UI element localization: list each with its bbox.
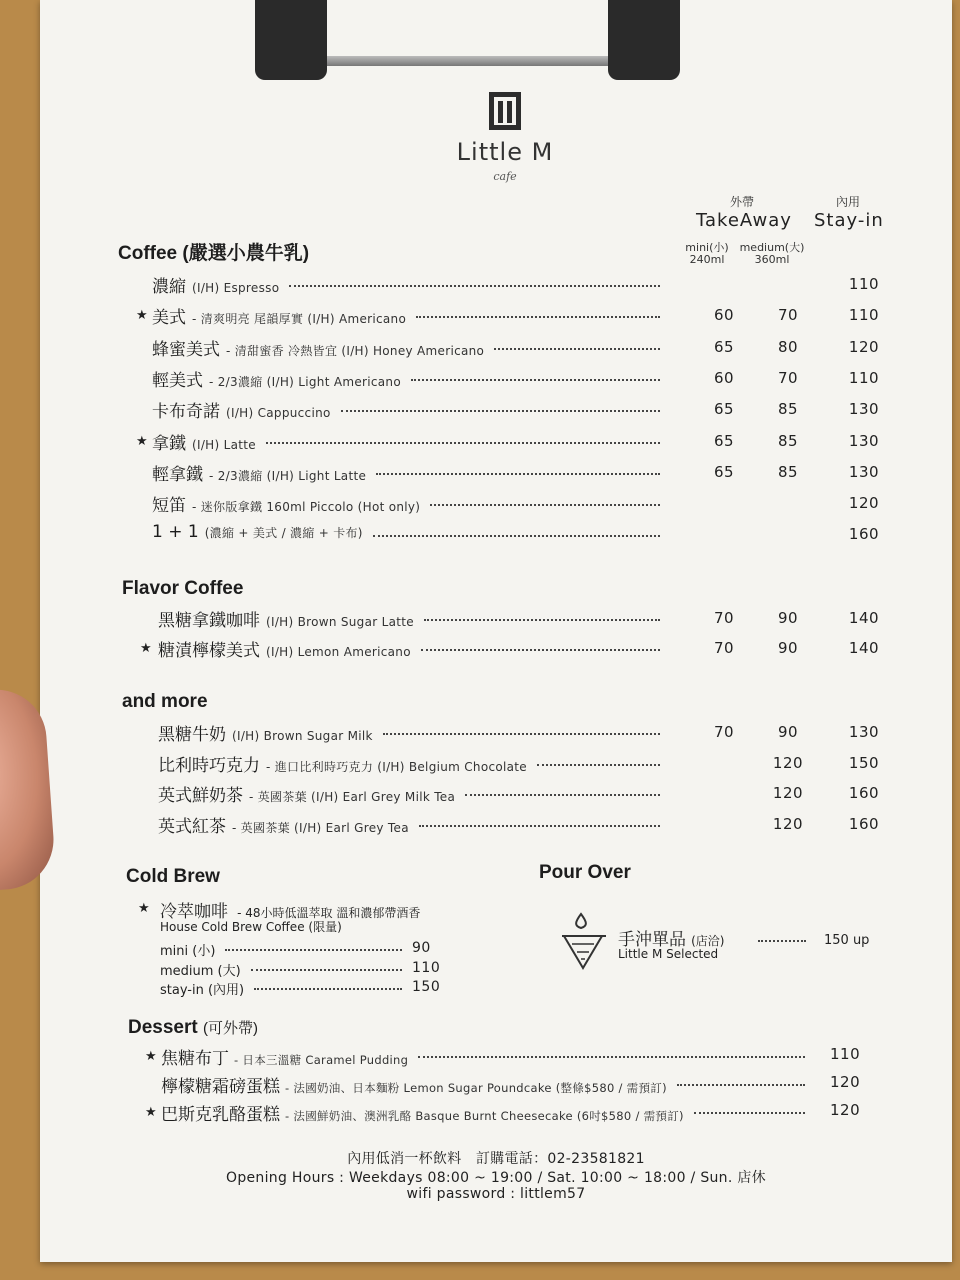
- item-label: [158, 720, 373, 745]
- item-label: [152, 272, 279, 297]
- item-desc: (I/H) Espresso: [192, 281, 280, 295]
- footer-min-order: 內用低消一杯飲料 訂購電話：02-23581821: [347, 1151, 645, 1167]
- item-name: 短笛: [152, 496, 186, 516]
- price-stay-in: 160: [848, 525, 880, 543]
- price: 110: [412, 960, 441, 976]
- item-desc: (I/H) Lemon Americano: [266, 645, 411, 659]
- price-medium: 120: [772, 754, 804, 772]
- leader-dots: [465, 794, 660, 796]
- cold-brew-name: 冷萃咖啡: [160, 902, 228, 922]
- item-name: 輕拿鐵: [152, 465, 203, 485]
- menu-row: [40, 812, 952, 838]
- signature-star-icon: ★: [136, 308, 148, 323]
- leader-dots: [677, 1084, 805, 1086]
- clipboard-clip-left: [255, 0, 327, 80]
- signature-star-icon: ★: [145, 1049, 157, 1064]
- item-name: 英式鮮奶茶: [158, 786, 243, 806]
- item-label: [161, 1100, 684, 1125]
- item-name: 比利時巧克力: [158, 756, 260, 776]
- item-desc: - 2/3濃縮 (I/H) Light Americano: [209, 375, 401, 389]
- pour-over-en: Little M Selected: [618, 947, 719, 961]
- price: 110: [830, 1045, 861, 1063]
- price-mini: 60: [713, 369, 735, 387]
- price-stay-in: 120: [848, 494, 880, 512]
- leader-dots: [418, 1056, 805, 1058]
- price-medium: 120: [772, 815, 804, 833]
- item-desc: (I/H) Brown Sugar Milk: [232, 729, 373, 743]
- price-stay-in: 160: [848, 815, 880, 833]
- item-name: 英式紅茶: [158, 817, 226, 837]
- item-label: [158, 636, 411, 661]
- price-stay-in: 130: [848, 723, 880, 741]
- medium-header: [736, 242, 808, 266]
- item-desc: (I/H) Cappuccino: [226, 406, 331, 420]
- footer-wifi: wifi password : littlem57: [406, 1186, 586, 1202]
- item-label: [152, 397, 331, 422]
- item-name: 檸檬糖霜磅蛋糕: [161, 1077, 280, 1097]
- price-mini: 65: [713, 338, 735, 356]
- menu-row: [40, 335, 952, 361]
- section-pour-over: Pour Over: [539, 862, 631, 883]
- price-medium: 90: [777, 639, 799, 657]
- leader-dots: [494, 348, 660, 350]
- item-label: [158, 781, 455, 806]
- item-label: [161, 1044, 408, 1069]
- item-name: 黑糖牛奶: [158, 725, 226, 745]
- cold-brew-size-row: [40, 979, 500, 1005]
- signature-star-icon: ★: [140, 641, 152, 656]
- section-more: and more: [122, 691, 208, 712]
- price-mini: 70: [713, 723, 735, 741]
- dessert-row: [40, 1044, 952, 1070]
- menu-row: [40, 366, 952, 392]
- mini-header: [678, 242, 736, 266]
- clipboard-wire: [320, 56, 620, 66]
- item-name: 糖漬檸檬美式: [158, 641, 260, 661]
- pour-over-note: (店洽): [691, 934, 725, 948]
- item-name: 1 + 1: [152, 522, 199, 542]
- item-name: 巴斯克乳酪蛋糕: [161, 1105, 280, 1125]
- signature-star-icon: ★: [136, 434, 148, 449]
- cold-brew-en: House Cold Brew Coffee (限量): [160, 920, 342, 934]
- item-label: [158, 751, 527, 776]
- item-desc: - 法國奶油、日本麵粉 Lemon Sugar Poundcake (整條$580 / 需預訂): [285, 1081, 667, 1095]
- stayin-zh: 內用: [836, 195, 861, 209]
- pour-over-dots: [758, 940, 806, 942]
- leader-dots: [430, 504, 660, 506]
- price-medium: 90: [777, 609, 799, 627]
- section-flavor: Flavor Coffee: [122, 578, 244, 599]
- menu-row: [40, 397, 952, 423]
- leader-dots: [225, 949, 402, 951]
- price-stay-in: 140: [848, 639, 880, 657]
- price-mini: 65: [713, 400, 735, 418]
- brand-name: Little M: [456, 138, 554, 166]
- item-name: 蜂蜜美式: [152, 340, 220, 360]
- leader-dots: [376, 473, 660, 475]
- takeaway-zh: 外帶: [730, 195, 755, 209]
- item-desc: (濃縮 + 美式 / 濃縮 + 卡布): [204, 526, 363, 540]
- price-medium: 85: [777, 400, 799, 418]
- item-desc: - 法國鮮奶油、澳洲乳酪 Basque Burnt Cheesecake (6吋$580 / 需預訂): [285, 1109, 684, 1123]
- price-stay-in: 150: [848, 754, 880, 772]
- price-stay-in: 110: [848, 306, 880, 324]
- dessert-note: (可外帶): [203, 1020, 258, 1037]
- section-dessert: [128, 1017, 258, 1039]
- price-stay-in: 130: [848, 463, 880, 481]
- item-desc: - 進口比利時巧克力 (I/H) Belgium Chocolate: [266, 760, 527, 774]
- dessert-row: [40, 1072, 952, 1098]
- size-label: mini (小): [160, 944, 216, 959]
- price: 150: [412, 979, 441, 995]
- leader-dots: [419, 825, 660, 827]
- price: 120: [830, 1101, 861, 1119]
- item-name: 卡布奇諾: [152, 402, 220, 422]
- price-medium: 120: [772, 784, 804, 802]
- leader-dots: [266, 442, 660, 444]
- section-cold-brew: Cold Brew: [126, 866, 220, 887]
- leader-dots: [383, 733, 660, 735]
- item-label: [152, 522, 363, 542]
- price-mini: 65: [713, 432, 735, 450]
- price-medium: 85: [777, 463, 799, 481]
- price-mini: 70: [713, 639, 735, 657]
- item-label: [161, 1072, 667, 1097]
- price-stay-in: 130: [848, 432, 880, 450]
- menu-row: [40, 272, 952, 298]
- price-mini: 70: [713, 609, 735, 627]
- item-label: [152, 335, 484, 360]
- leader-dots: [416, 316, 660, 318]
- menu-row: [40, 720, 952, 746]
- leader-dots: [341, 410, 660, 412]
- item-desc: - 英國茶葉 (I/H) Earl Grey Tea: [232, 821, 409, 835]
- footer-hours: Opening Hours : Weekdays 08:00 ~ 19:00 / Sat. 10:00 ~ 18:00 / Sun. 店休: [226, 1170, 766, 1186]
- item-name: 焦糖布丁: [161, 1049, 229, 1069]
- leader-dots: [694, 1112, 805, 1114]
- item-desc: - 日本三溫糖 Caramel Pudding: [234, 1053, 409, 1067]
- item-desc: - 清爽明亮 尾韻厚實 (I/H) Americano: [192, 312, 407, 326]
- item-name: 黑糖拿鐵咖啡: [158, 611, 260, 631]
- logo-icon: [489, 92, 521, 130]
- item-desc: - 清甜蜜香 冷熱皆宜 (I/H) Honey Americano: [226, 344, 485, 358]
- item-desc: (I/H) Latte: [192, 438, 256, 452]
- cold-brew-star: ★: [138, 901, 150, 916]
- dessert-row: [40, 1100, 952, 1126]
- mini-volume: 240ml: [689, 253, 725, 266]
- dessert-title: Dessert: [128, 1017, 198, 1038]
- price-stay-in: 160: [848, 784, 880, 802]
- item-desc: - 迷你版拿鐵 160ml Piccolo (Hot only): [192, 500, 421, 514]
- clipboard-clip-right: [608, 0, 680, 80]
- menu-row: [40, 429, 952, 455]
- price: 90: [412, 940, 431, 956]
- price-stay-in: 110: [848, 275, 880, 293]
- price-medium: 70: [777, 306, 799, 324]
- leader-dots: [251, 969, 402, 971]
- price-medium: 85: [777, 432, 799, 450]
- menu-row: [40, 303, 952, 329]
- item-name: 美式: [152, 308, 186, 328]
- leader-dots: [421, 649, 660, 651]
- item-desc: - 英國茶葉 (I/H) Earl Grey Milk Tea: [249, 790, 456, 804]
- item-label: [152, 366, 401, 391]
- price-stay-in: 140: [848, 609, 880, 627]
- price-stay-in: 130: [848, 400, 880, 418]
- menu-row: [40, 751, 952, 777]
- leader-dots: [424, 619, 660, 621]
- medium-label: medium(大): [739, 241, 805, 254]
- section-coffee: Coffee (嚴選小農牛乳): [118, 243, 310, 264]
- item-desc: (I/H) Brown Sugar Latte: [266, 615, 414, 629]
- price-mini: 65: [713, 463, 735, 481]
- item-label: [152, 429, 256, 454]
- item-desc: - 2/3濃縮 (I/H) Light Latte: [209, 469, 367, 483]
- menu-sheet: [40, 0, 952, 1262]
- item-name: 拿鐵: [152, 434, 186, 454]
- menu-row: [40, 491, 952, 517]
- item-name: 輕美式: [152, 371, 203, 391]
- menu-row: [40, 636, 952, 662]
- medium-volume: 360ml: [754, 253, 790, 266]
- menu-row: [40, 781, 952, 807]
- price-medium: 70: [777, 369, 799, 387]
- brand-sub: cafe: [493, 170, 517, 183]
- cold-brew-desc: - 48小時低溫萃取 溫和濃郁帶酒香: [237, 906, 421, 920]
- leader-dots: [373, 535, 660, 537]
- menu-row: [40, 522, 952, 548]
- leader-dots: [289, 285, 660, 287]
- leader-dots: [411, 379, 660, 381]
- stayin-en: Stay-in: [814, 210, 884, 231]
- signature-star-icon: ★: [145, 1105, 157, 1120]
- menu-row: [40, 606, 952, 632]
- item-label: [158, 812, 409, 837]
- menu-row: [40, 460, 952, 486]
- size-label: stay-in (內用): [160, 983, 245, 998]
- price: 120: [830, 1073, 861, 1091]
- mini-label: mini(小): [685, 241, 729, 254]
- item-name: 濃縮: [152, 277, 186, 297]
- leader-dots: [254, 988, 402, 990]
- price-mini: 60: [713, 306, 735, 324]
- takeaway-en: TakeAway: [696, 210, 792, 231]
- price-medium: 90: [777, 723, 799, 741]
- pour-over-price: 150 up: [824, 933, 870, 948]
- price-medium: 80: [777, 338, 799, 356]
- price-stay-in: 120: [848, 338, 880, 356]
- size-label: medium (大): [160, 964, 241, 979]
- pour-over-icon: [562, 912, 606, 970]
- item-label: [158, 606, 414, 631]
- price-stay-in: 110: [848, 369, 880, 387]
- item-label: [152, 491, 420, 516]
- pour-over-name: 手沖單品: [618, 930, 686, 950]
- item-label: [152, 303, 406, 328]
- item-label: [152, 460, 366, 485]
- leader-dots: [537, 764, 660, 766]
